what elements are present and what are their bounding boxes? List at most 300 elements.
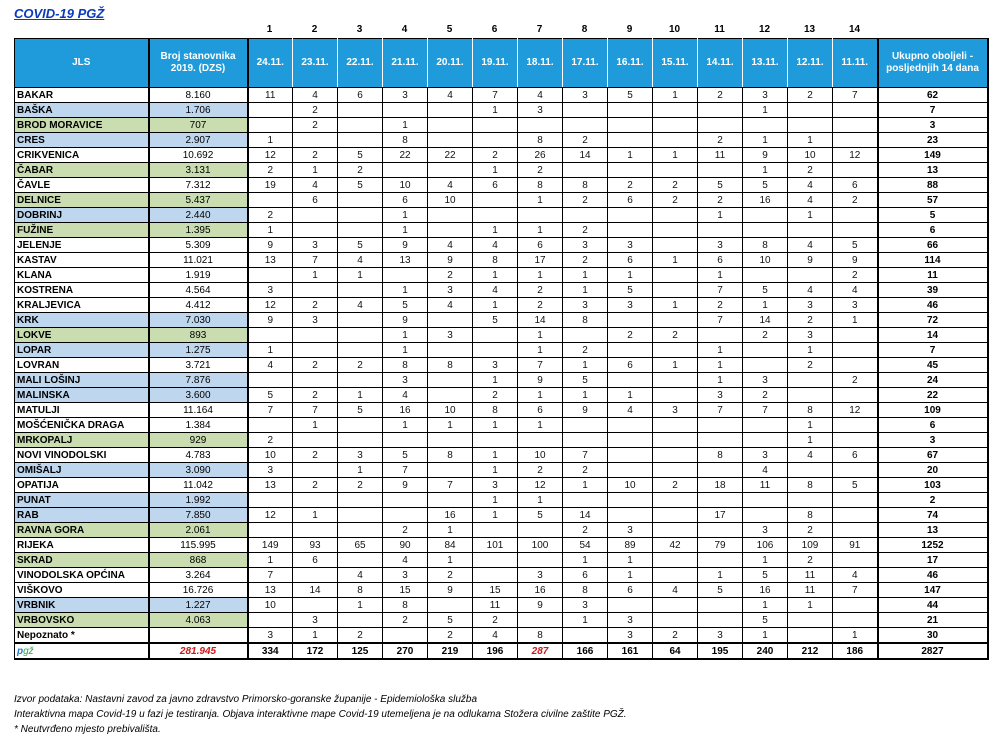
daily-cases-cell: [428, 463, 473, 478]
column-number: 5: [446, 24, 453, 35]
daily-cases-cell: 11: [698, 148, 743, 163]
daily-cases-cell: [293, 433, 338, 448]
municipality-name: OMIŠALJ: [15, 463, 149, 478]
daily-cases-cell: [833, 223, 878, 238]
daily-cases-cell: [653, 238, 698, 253]
daily-cases-cell: 8: [518, 133, 563, 148]
daily-cases-cell: 5: [338, 178, 383, 193]
table-row: [15, 493, 988, 508]
daily-cases-cell: 14: [563, 148, 608, 163]
population-cell: 2.440: [149, 208, 248, 223]
daily-cases-cell: 1: [383, 283, 428, 298]
daily-cases-cell: 8: [428, 448, 473, 463]
daily-cases-cell: [383, 628, 428, 644]
header-date: 13.11.: [743, 39, 788, 88]
daily-cases-cell: [608, 343, 653, 358]
daily-cases-cell: [518, 553, 563, 568]
daily-cases-cell: [608, 493, 653, 508]
daily-cases-cell: 16: [743, 583, 788, 598]
daily-cases-cell: 16: [428, 508, 473, 523]
column-number: 9: [626, 24, 633, 35]
municipality-name: KLANA: [15, 268, 149, 283]
daily-cases-cell: 5: [383, 298, 428, 313]
total-cases-cell: 22: [878, 388, 988, 403]
daily-cases-cell: 5: [248, 388, 293, 403]
daily-total-cell: 270: [383, 643, 428, 659]
daily-cases-cell: 2: [293, 118, 338, 133]
daily-cases-cell: [833, 328, 878, 343]
population-cell: 3.264: [149, 568, 248, 583]
header-date: 20.11.: [428, 39, 473, 88]
daily-cases-cell: 1: [608, 268, 653, 283]
daily-cases-cell: 2: [653, 193, 698, 208]
daily-cases-cell: 5: [518, 508, 563, 523]
daily-cases-cell: [698, 103, 743, 118]
table-row: [15, 268, 988, 283]
daily-cases-cell: 1: [563, 613, 608, 628]
daily-cases-cell: [608, 133, 653, 148]
daily-cases-cell: [788, 613, 833, 628]
daily-cases-cell: [428, 373, 473, 388]
daily-cases-cell: 1: [293, 508, 338, 523]
daily-cases-cell: 10: [788, 148, 833, 163]
daily-cases-cell: 2: [653, 478, 698, 493]
daily-cases-cell: [788, 373, 833, 388]
daily-cases-cell: [563, 418, 608, 433]
municipality-name: RAVNA GORA: [15, 523, 149, 538]
daily-cases-cell: [293, 343, 338, 358]
daily-cases-cell: 12: [248, 298, 293, 313]
daily-cases-cell: 12: [833, 403, 878, 418]
daily-cases-cell: 2: [833, 193, 878, 208]
daily-cases-cell: [608, 223, 653, 238]
daily-cases-cell: [698, 553, 743, 568]
daily-cases-cell: 4: [653, 583, 698, 598]
daily-cases-cell: 1: [608, 553, 653, 568]
page-title[interactable]: COVID-19 PGŽ: [14, 6, 105, 21]
daily-cases-cell: [383, 103, 428, 118]
daily-cases-cell: 2: [338, 358, 383, 373]
daily-cases-cell: 3: [563, 598, 608, 613]
column-number: 10: [668, 24, 681, 35]
daily-cases-cell: [518, 208, 563, 223]
daily-cases-cell: 2: [788, 358, 833, 373]
daily-cases-cell: [788, 628, 833, 644]
daily-cases-cell: [383, 433, 428, 448]
daily-cases-cell: [563, 628, 608, 644]
daily-cases-cell: 5: [473, 313, 518, 328]
daily-cases-cell: [743, 433, 788, 448]
daily-cases-cell: 1: [473, 103, 518, 118]
daily-cases-cell: 6: [833, 178, 878, 193]
daily-cases-cell: 5: [608, 283, 653, 298]
population-cell: 7.850: [149, 508, 248, 523]
table-row: [15, 538, 988, 553]
daily-cases-cell: [293, 598, 338, 613]
daily-cases-cell: [293, 208, 338, 223]
daily-total-cell: 161: [608, 643, 653, 659]
daily-cases-cell: [743, 118, 788, 133]
daily-cases-cell: 1: [653, 358, 698, 373]
total-cases-cell: 13: [878, 523, 988, 538]
column-number: 13: [803, 24, 816, 35]
daily-cases-cell: 6: [473, 178, 518, 193]
daily-cases-cell: 1: [383, 418, 428, 433]
daily-cases-cell: 2: [518, 163, 563, 178]
daily-cases-cell: 1: [608, 148, 653, 163]
daily-cases-cell: 12: [248, 508, 293, 523]
daily-cases-cell: 90: [383, 538, 428, 553]
daily-cases-cell: 109: [788, 538, 833, 553]
daily-cases-cell: 1: [788, 418, 833, 433]
total-cases-cell: 103: [878, 478, 988, 493]
daily-cases-cell: 1: [383, 328, 428, 343]
population-cell: 2.907: [149, 133, 248, 148]
daily-cases-cell: [653, 208, 698, 223]
population-cell: 4.783: [149, 448, 248, 463]
daily-cases-cell: 7: [428, 478, 473, 493]
daily-cases-cell: 3: [788, 298, 833, 313]
daily-cases-cell: 7: [698, 283, 743, 298]
daily-cases-cell: 2: [833, 373, 878, 388]
population-cell: 10.692: [149, 148, 248, 163]
daily-cases-cell: 1: [563, 283, 608, 298]
daily-cases-cell: 3: [833, 298, 878, 313]
daily-cases-cell: 3: [518, 103, 563, 118]
daily-cases-cell: [698, 328, 743, 343]
daily-cases-cell: 7: [743, 403, 788, 418]
daily-cases-cell: [788, 493, 833, 508]
daily-cases-cell: 1: [248, 223, 293, 238]
daily-cases-cell: 3: [608, 613, 653, 628]
daily-cases-cell: 2: [338, 163, 383, 178]
daily-cases-cell: [293, 373, 338, 388]
daily-cases-cell: [338, 373, 383, 388]
population-cell: 868: [149, 553, 248, 568]
daily-cases-cell: 6: [518, 238, 563, 253]
daily-cases-cell: 3: [698, 388, 743, 403]
daily-cases-cell: 16: [518, 583, 563, 598]
grand-total-cell: 2827: [878, 643, 988, 659]
municipality-name: DOBRINJ: [15, 208, 149, 223]
daily-cases-cell: 1: [608, 388, 653, 403]
daily-total-cell: 240: [743, 643, 788, 659]
column-number: 6: [491, 24, 498, 35]
daily-cases-cell: 8: [563, 583, 608, 598]
daily-cases-cell: 3: [743, 523, 788, 538]
table-row: [15, 568, 988, 583]
table-row: [15, 313, 988, 328]
daily-cases-cell: 1: [698, 373, 743, 388]
daily-cases-cell: 1: [383, 208, 428, 223]
daily-cases-cell: 5: [698, 178, 743, 193]
municipality-name: RAB: [15, 508, 149, 523]
total-cases-cell: 30: [878, 628, 988, 644]
daily-cases-cell: [383, 508, 428, 523]
daily-cases-cell: 1: [743, 133, 788, 148]
daily-cases-cell: [698, 613, 743, 628]
daily-cases-cell: [518, 613, 563, 628]
daily-cases-cell: [383, 163, 428, 178]
daily-cases-cell: 2: [563, 223, 608, 238]
daily-cases-cell: 6: [698, 253, 743, 268]
header-total: Ukupno oboljeli - posljednjih 14 dana: [878, 39, 988, 88]
daily-cases-cell: 7: [563, 448, 608, 463]
daily-cases-cell: 1: [473, 493, 518, 508]
daily-cases-cell: 3: [293, 613, 338, 628]
daily-cases-cell: 6: [383, 193, 428, 208]
daily-cases-cell: 3: [338, 448, 383, 463]
daily-cases-cell: 10: [608, 478, 653, 493]
daily-cases-cell: [833, 463, 878, 478]
population-cell: 11.042: [149, 478, 248, 493]
daily-cases-cell: 6: [608, 583, 653, 598]
daily-cases-cell: [608, 103, 653, 118]
daily-cases-cell: 93: [293, 538, 338, 553]
daily-cases-cell: [833, 598, 878, 613]
daily-cases-cell: 10: [518, 448, 563, 463]
daily-cases-cell: [338, 553, 383, 568]
total-cases-cell: 46: [878, 568, 988, 583]
population-cell: 3.090: [149, 463, 248, 478]
daily-cases-cell: 8: [788, 508, 833, 523]
daily-cases-cell: 1: [743, 163, 788, 178]
daily-cases-cell: [833, 613, 878, 628]
daily-cases-cell: [563, 328, 608, 343]
daily-cases-cell: 8: [788, 478, 833, 493]
daily-cases-cell: 91: [833, 538, 878, 553]
daily-cases-cell: 1: [608, 568, 653, 583]
table-row: [15, 433, 988, 448]
daily-cases-cell: 1: [833, 628, 878, 644]
daily-cases-cell: [338, 313, 383, 328]
municipality-name: PUNAT: [15, 493, 149, 508]
daily-cases-cell: [563, 493, 608, 508]
daily-cases-cell: [383, 493, 428, 508]
column-number: 12: [758, 24, 771, 35]
daily-cases-cell: [338, 283, 383, 298]
daily-cases-cell: [653, 268, 698, 283]
population-cell: 3.131: [149, 163, 248, 178]
daily-cases-cell: [788, 103, 833, 118]
table-row: [15, 358, 988, 373]
population-cell: 16.726: [149, 583, 248, 598]
daily-cases-cell: 1: [383, 343, 428, 358]
daily-cases-cell: 7: [293, 403, 338, 418]
daily-cases-cell: [743, 418, 788, 433]
daily-cases-cell: [743, 268, 788, 283]
total-cases-cell: 13: [878, 163, 988, 178]
daily-cases-cell: 2: [428, 628, 473, 644]
daily-cases-cell: [653, 598, 698, 613]
daily-cases-cell: [338, 433, 383, 448]
daily-cases-cell: 1: [518, 418, 563, 433]
municipality-name: BROD MORAVICE: [15, 118, 149, 133]
daily-cases-cell: 4: [788, 193, 833, 208]
daily-cases-cell: 8: [338, 583, 383, 598]
daily-cases-cell: 3: [248, 283, 293, 298]
note-map: Interaktivna mapa Covid-19 u fazi je testiranja. Objava interaktivne mape Covid-19 utemeljena je na odlukama Stožera civilne zaštite PGŽ.: [14, 709, 627, 720]
column-number: 2: [311, 24, 318, 35]
municipality-name: CRES: [15, 133, 149, 148]
table-row: [15, 253, 988, 268]
daily-cases-cell: [833, 118, 878, 133]
daily-cases-cell: 7: [248, 568, 293, 583]
municipality-name: LOPAR: [15, 343, 149, 358]
daily-cases-cell: 2: [293, 388, 338, 403]
population-cell: 1.227: [149, 598, 248, 613]
population-cell: 5.437: [149, 193, 248, 208]
daily-cases-cell: [248, 613, 293, 628]
daily-cases-cell: 1: [338, 388, 383, 403]
daily-cases-cell: [743, 223, 788, 238]
daily-cases-cell: [248, 268, 293, 283]
daily-cases-cell: 2: [653, 628, 698, 644]
daily-cases-cell: 3: [383, 373, 428, 388]
daily-cases-cell: 1: [383, 118, 428, 133]
table-row: [15, 163, 988, 178]
total-cases-cell: 46: [878, 298, 988, 313]
daily-cases-cell: [473, 208, 518, 223]
daily-cases-cell: 79: [698, 538, 743, 553]
total-cases-cell: 17: [878, 553, 988, 568]
daily-cases-cell: [653, 103, 698, 118]
total-cases-cell: 67: [878, 448, 988, 463]
daily-cases-cell: 3: [698, 628, 743, 644]
daily-cases-cell: 8: [563, 178, 608, 193]
daily-cases-cell: 3: [383, 88, 428, 103]
daily-cases-cell: 2: [563, 463, 608, 478]
daily-cases-cell: 2: [293, 103, 338, 118]
daily-cases-cell: [743, 358, 788, 373]
daily-cases-cell: 12: [833, 148, 878, 163]
daily-cases-cell: [608, 208, 653, 223]
municipality-name: Nepoznato *: [15, 628, 149, 644]
population-cell: 8.160: [149, 88, 248, 103]
daily-cases-cell: [338, 208, 383, 223]
daily-cases-cell: [383, 268, 428, 283]
daily-total-cell: 212: [788, 643, 833, 659]
daily-cases-cell: [833, 103, 878, 118]
daily-cases-cell: 5: [563, 373, 608, 388]
municipality-name: VRBNIK: [15, 598, 149, 613]
daily-cases-cell: 11: [248, 88, 293, 103]
population-cell: 4.564: [149, 283, 248, 298]
municipality-name: KRALJEVICA: [15, 298, 149, 313]
table-row: [15, 178, 988, 193]
table-row: [15, 133, 988, 148]
municipality-name: MOŠĆENIČKA DRAGA: [15, 418, 149, 433]
daily-cases-cell: 1: [698, 343, 743, 358]
daily-cases-cell: 1: [743, 598, 788, 613]
daily-cases-cell: 7: [698, 313, 743, 328]
municipality-name: LOVRAN: [15, 358, 149, 373]
daily-cases-cell: 2: [383, 613, 428, 628]
daily-cases-cell: 13: [248, 253, 293, 268]
note-source: Izvor podataka: Nastavni zavod za javno zdravstvo Primorsko-goranske županije - Epidemiološka služba: [14, 694, 478, 705]
daily-cases-cell: 7: [293, 253, 338, 268]
total-cases-cell: 39: [878, 283, 988, 298]
daily-cases-cell: [653, 388, 698, 403]
daily-cases-cell: 13: [248, 478, 293, 493]
daily-cases-cell: [743, 208, 788, 223]
daily-cases-cell: 3: [473, 358, 518, 373]
daily-cases-cell: 84: [428, 538, 473, 553]
total-cases-cell: 57: [878, 193, 988, 208]
population-cell: 4.063: [149, 613, 248, 628]
table-row: [15, 508, 988, 523]
daily-cases-cell: [338, 118, 383, 133]
daily-cases-cell: [698, 523, 743, 538]
daily-cases-cell: 4: [473, 628, 518, 644]
daily-cases-cell: 7: [833, 88, 878, 103]
daily-cases-cell: 3: [743, 88, 788, 103]
daily-cases-cell: 2: [563, 253, 608, 268]
table-row: [15, 103, 988, 118]
daily-cases-cell: 1: [473, 298, 518, 313]
daily-cases-cell: 15: [473, 583, 518, 598]
total-cases-cell: 109: [878, 403, 988, 418]
daily-cases-cell: [518, 433, 563, 448]
daily-cases-cell: [293, 463, 338, 478]
daily-cases-cell: [653, 553, 698, 568]
daily-cases-cell: 8: [473, 403, 518, 418]
daily-cases-cell: 3: [248, 628, 293, 644]
daily-cases-cell: [608, 163, 653, 178]
total-cases-cell: 7: [878, 343, 988, 358]
daily-cases-cell: 3: [248, 463, 293, 478]
daily-cases-cell: [338, 493, 383, 508]
total-cases-cell: 114: [878, 253, 988, 268]
daily-cases-cell: [653, 313, 698, 328]
daily-total-cell: 287: [518, 643, 563, 659]
daily-cases-cell: 5: [428, 613, 473, 628]
population-cell: 1.395: [149, 223, 248, 238]
daily-cases-cell: 6: [833, 448, 878, 463]
daily-cases-cell: [248, 418, 293, 433]
daily-cases-cell: 1: [293, 163, 338, 178]
municipality-name: BAŠKA: [15, 103, 149, 118]
daily-cases-cell: [428, 493, 473, 508]
total-cases-cell: 74: [878, 508, 988, 523]
daily-cases-cell: 9: [563, 403, 608, 418]
daily-cases-cell: 9: [833, 253, 878, 268]
population-cell: 115.995: [149, 538, 248, 553]
total-cases-cell: 66: [878, 238, 988, 253]
daily-cases-cell: 1: [473, 373, 518, 388]
daily-cases-cell: [338, 193, 383, 208]
daily-cases-cell: [293, 523, 338, 538]
header-date: 24.11.: [248, 39, 293, 88]
daily-cases-cell: 2: [788, 523, 833, 538]
daily-cases-cell: [833, 493, 878, 508]
daily-cases-cell: [653, 283, 698, 298]
daily-cases-cell: 11: [743, 478, 788, 493]
daily-cases-cell: [788, 388, 833, 403]
daily-cases-cell: [653, 343, 698, 358]
daily-cases-cell: 5: [338, 238, 383, 253]
daily-cases-cell: 9: [428, 253, 473, 268]
daily-cases-cell: 4: [788, 448, 833, 463]
daily-cases-cell: [653, 418, 698, 433]
daily-cases-cell: 1: [698, 208, 743, 223]
daily-cases-cell: 3: [293, 238, 338, 253]
total-cases-cell: 6: [878, 418, 988, 433]
daily-cases-cell: 8: [473, 253, 518, 268]
table-row: [15, 478, 988, 493]
summary-label-gz: gž: [23, 645, 34, 657]
daily-cases-cell: [338, 343, 383, 358]
